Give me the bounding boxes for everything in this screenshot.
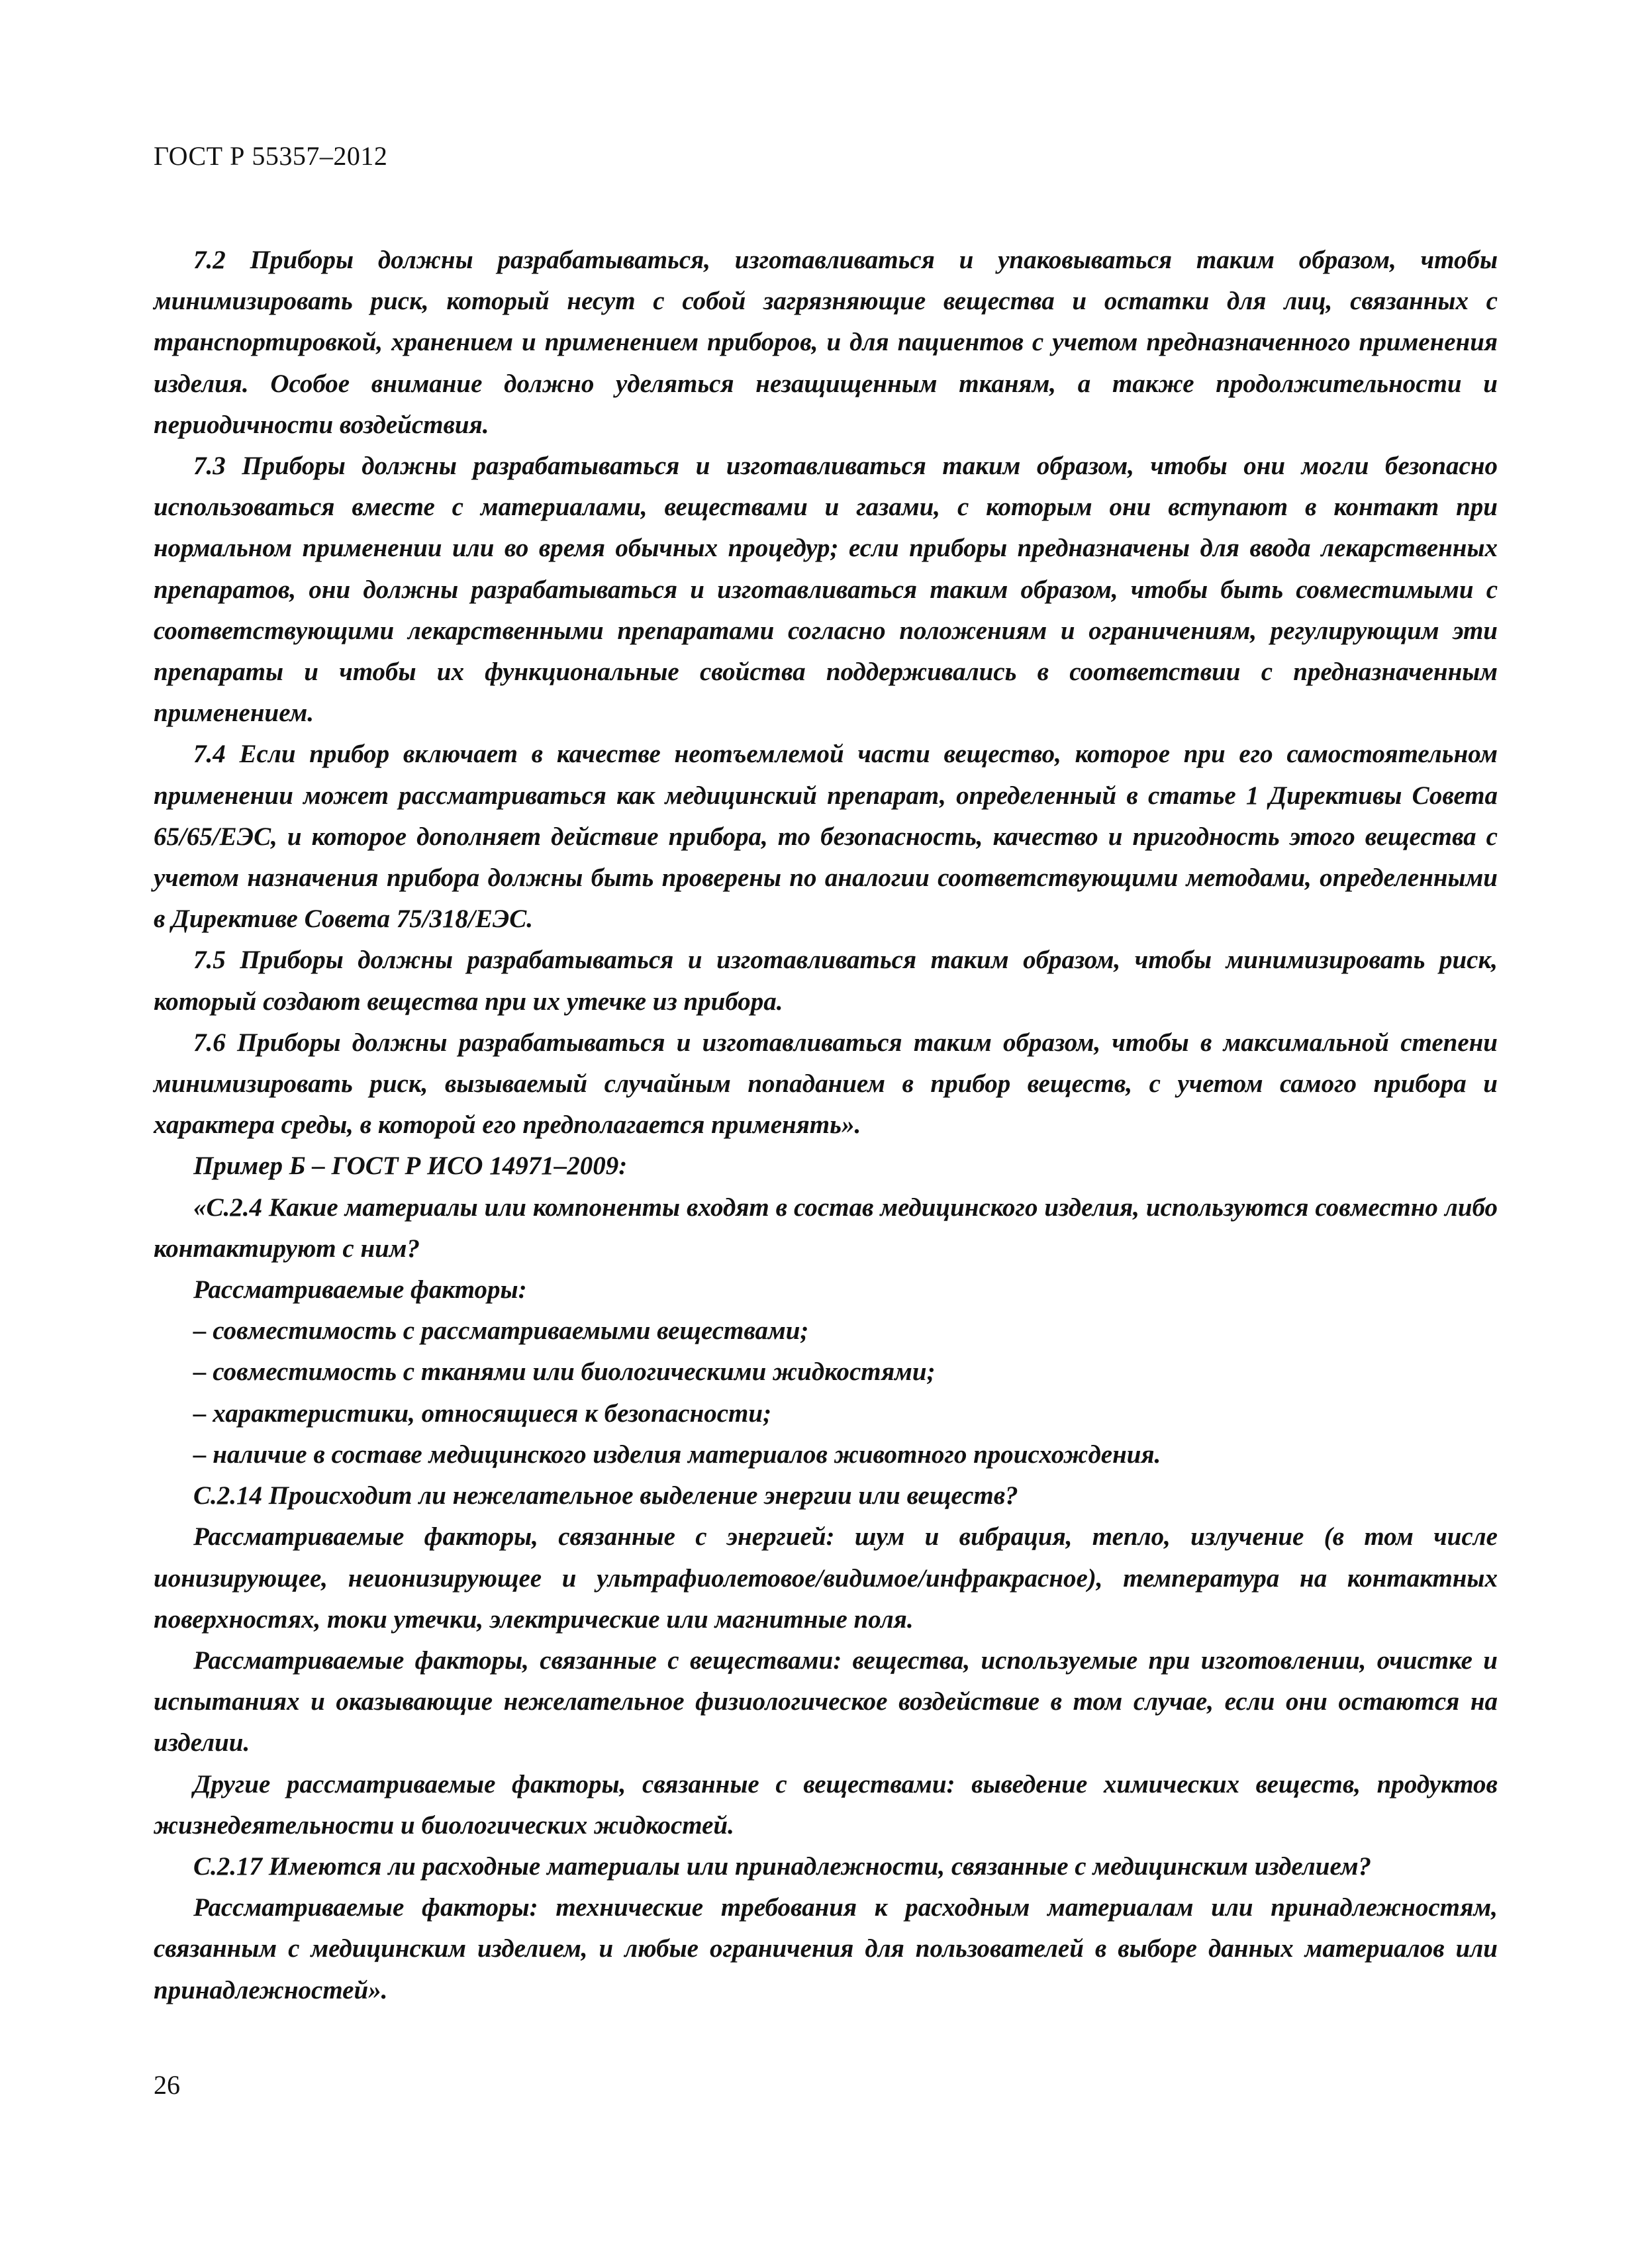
page-header-standard: ГОСТ Р 55357–2012 — [154, 141, 388, 171]
other-factors-paragraph: Другие рассматриваемые факторы, связанные с веществами: выведение химических веществ, продуктов жизнедеятельности и биологических жидкостей. — [154, 1769, 1498, 1840]
factor-list-item: – характеристики, относящиеся к безопасности; — [193, 1399, 772, 1428]
paragraph-c-2-17: С.2.17 Имеются ли расходные материалы или принадлежности, связанные с медицинским изделием? — [193, 1851, 1372, 1881]
paragraph-7-6: 7.6 Приборы должны разрабатываться и изготавливаться таким образом, чтобы в максимальной степени минимизировать риск, вызываемый случайным попаданием в прибор веществ, с учетом самого прибора и характера среды, в которой его предполагается применять». — [154, 1028, 1498, 1140]
energy-factors-paragraph: Рассматриваемые факторы, связанные с энергией: шум и вибрация, тепло, излучение (в том числе ионизирующее, неионизирующее и ультрафиолетовое/видимое/инфракрасное), температура на контактных поверхностях, токи утечки, электрические или магнитные поля. — [154, 1522, 1498, 1634]
document-body — [154, 240, 1498, 2011]
consumables-factors-paragraph: Рассматриваемые факторы: технические требования к расходным материалам или принадлежностям, связанным с медицинским изделием, и любые ограничения для пользователей в выборе данных материалов или принадлежностей». — [154, 1893, 1498, 2004]
example-b-heading: Пример Б – ГОСТ Р ИСО 14971–2009: — [193, 1152, 628, 1181]
paragraph-7-5: 7.5 Приборы должны разрабатываться и изготавливаться таким образом, чтобы минимизировать риск, который создают вещества при их утечке из прибора. — [154, 946, 1498, 1016]
page-number: 26 — [154, 2070, 180, 2100]
paragraph-c-2-4: «С.2.4 Какие материалы или компоненты входят в состав медицинского изделия, используются совместно либо контактируют с ним? — [154, 1193, 1498, 1263]
paragraph-7-2: 7.2 Приборы должны разрабатываться, изготавливаться и упаковываться таким образом, чтобы минимизировать риск, который несут с собой загрязняющие вещества и остатки для лиц, связанных с транспортировкой, хранением и применением приборов, и для пациентов с учетом предназначенного применения изделия. Особое внимание должно уделяться незащищенным тканям, а также продолжительности и периодичности воздействия. — [154, 246, 1498, 439]
paragraph-7-4: 7.4 Если прибор включает в качестве неотъемлемой части вещество, которое при его самостоятельном применении может рассматриваться как медицинский препарат, определенный в статье 1 Директивы Совета 65/65/ЕЭС, и которое дополняет действие прибора, то безопасность, качество и пригодность этого вещества с учетом назначения прибора должны быть проверены по аналогии соответствующими методами, определенными в Директиве Совета 75/318/ЕЭС. — [154, 740, 1498, 934]
factors-heading: Рассматриваемые факторы: — [193, 1275, 527, 1305]
factor-list-item: – совместимость с рассматриваемыми веществами; — [193, 1316, 809, 1346]
paragraph-7-3: 7.3 Приборы должны разрабатываться и изготавливаться таким образом, чтобы они могли безопасно использоваться вместе с материалами, веществами и газами, с которым они вступают в контакт при нормальном применении или во время обычных процедур; если приборы предназначены для ввода лекарственных препаратов, они должны разрабатываться и изготавливаться таким образом, чтобы быть совместимыми с соответствующими лекарственными препаратами согласно положениям и ограничениям, регулирующим эти препараты и чтобы их функциональные свойства поддерживались в соответствии с предназначенным применением. — [154, 452, 1498, 728]
factor-list-item: – совместимость с тканями или биологическими жидкостями; — [193, 1357, 936, 1387]
substance-factors-paragraph: Рассматриваемые факторы, связанные с веществами: вещества, используемые при изготовлении, очистке и испытаниях и оказывающие нежелательное физиологическое воздействие в том случае, если они остаются на изделии. — [154, 1646, 1498, 1757]
factor-list-item: – наличие в составе медицинского изделия материалов животного происхождения. — [193, 1440, 1161, 1469]
paragraph-c-2-14: С.2.14 Происходит ли нежелательное выделение энергии или веществ? — [193, 1481, 1018, 1510]
